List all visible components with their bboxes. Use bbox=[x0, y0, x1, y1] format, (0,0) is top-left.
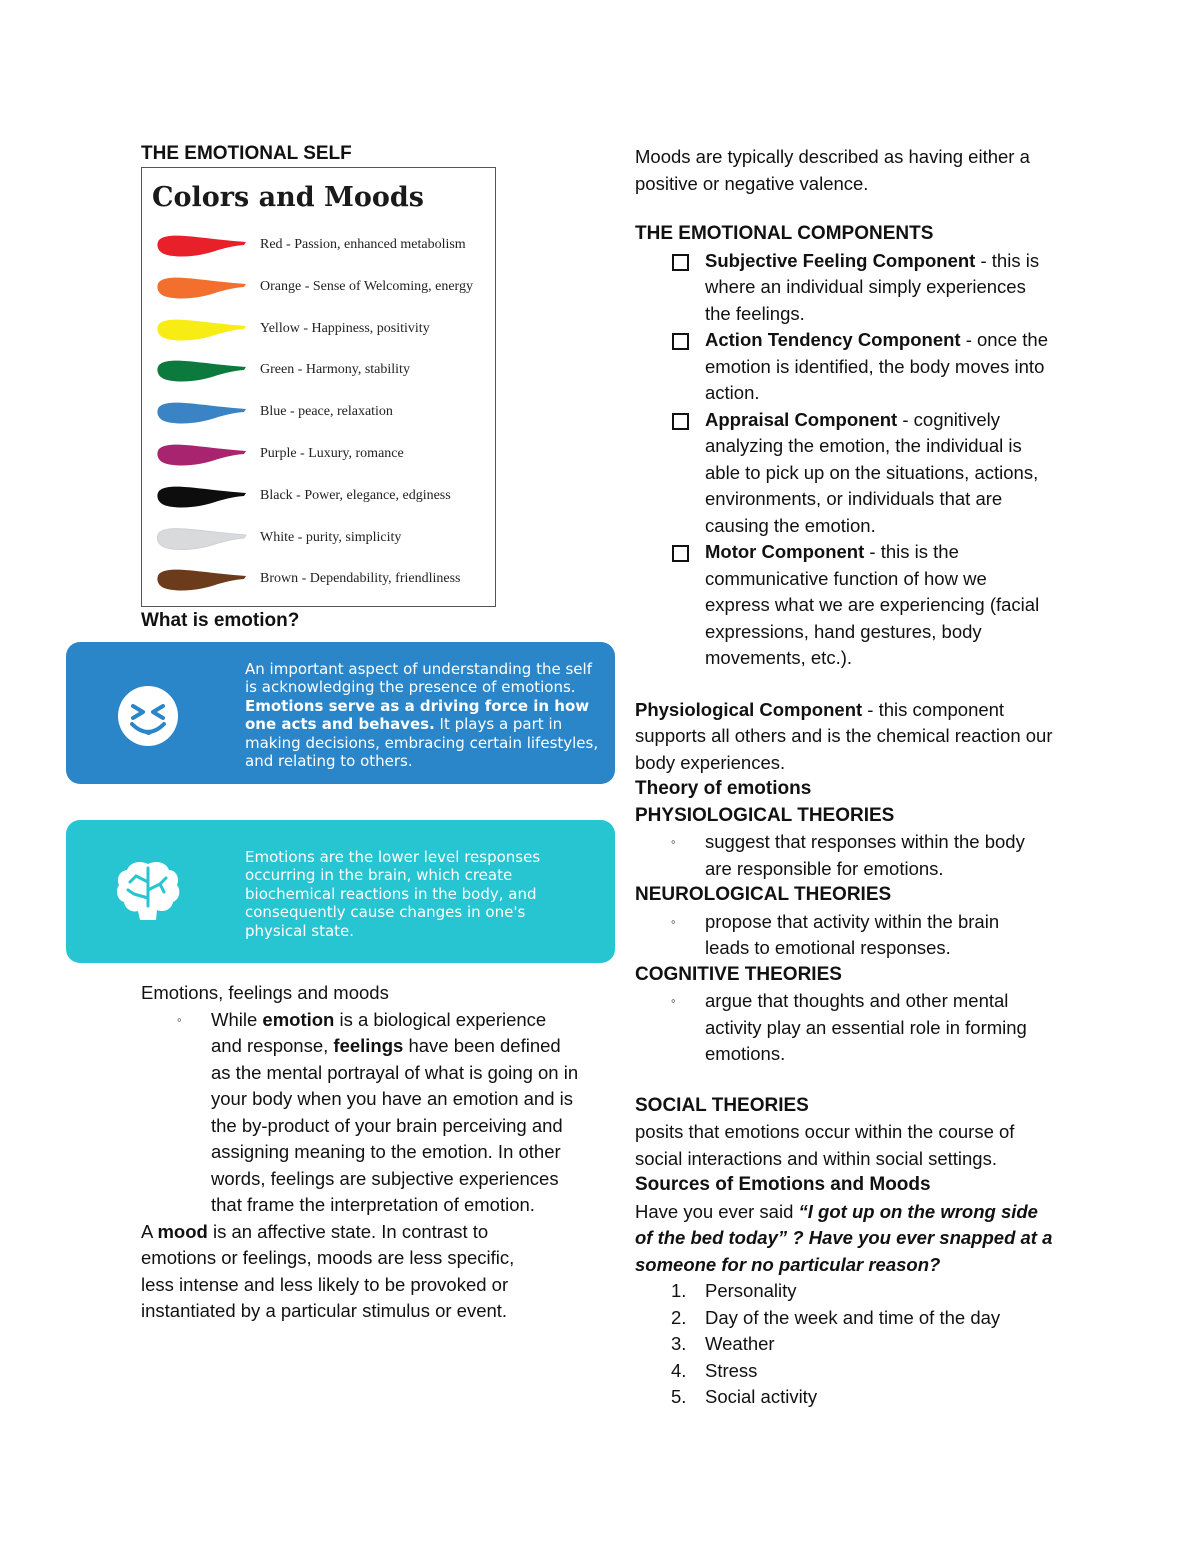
color-mood-row bbox=[156, 316, 491, 348]
mood-valence-paragraph: Moods are typically described as having either a positive or negative valence. bbox=[635, 146, 1030, 194]
checkbox-icon bbox=[672, 545, 689, 562]
components-heading: THE EMOTIONAL COMPONENTS bbox=[635, 223, 934, 244]
social-theories-text: posits that emotions occur within the course of social interactions and within social settings. bbox=[635, 1121, 1015, 1169]
sources-heading: Sources of Emotions and Moods bbox=[635, 1174, 931, 1195]
efm-heading: Emotions, feelings and moods bbox=[141, 982, 389, 1003]
physiological-component-paragraph: Physiological Component - this component supports all others and is the chemical reaction our body experiences. bbox=[635, 698, 1053, 773]
color-mood-row bbox=[156, 399, 491, 431]
brain-icon bbox=[114, 858, 182, 922]
banner-2-text: Emotions are the lower level responses occurring in the brain, which create biochemical reactions in the body, and consequently cause changes in one's physical state. bbox=[245, 848, 541, 940]
colors-and-moods-figure bbox=[141, 167, 496, 607]
color-mood-row bbox=[156, 274, 491, 306]
sources-list bbox=[635, 1278, 1075, 1411]
page-heading: THE EMOTIONAL SELF bbox=[141, 143, 352, 164]
emotion-banner-1 bbox=[66, 642, 615, 784]
theory-heading: Theory of emotions bbox=[635, 778, 812, 799]
list-item: 2. Day of the week and time of the day bbox=[671, 1306, 1001, 1328]
component-item: Action Tendency Component - once the emotion is identified, the body moves into action. bbox=[635, 327, 1065, 407]
checkbox-icon bbox=[672, 333, 689, 350]
color-mood-row bbox=[156, 483, 491, 515]
color-mood-label: Green - Harmony, stability bbox=[260, 362, 410, 378]
social-theories-heading: SOCIAL THEORIES bbox=[635, 1094, 809, 1116]
color-mood-row bbox=[156, 441, 491, 473]
list-item: 5. Social activity bbox=[671, 1386, 818, 1407]
component-item: Subjective Feeling Component - this is where an individual simply experiences the feelings. bbox=[635, 248, 1055, 328]
paint-stroke-swatch bbox=[156, 525, 248, 555]
bullet-icon: ◦ bbox=[671, 913, 676, 929]
emotion-banner-2 bbox=[66, 820, 615, 963]
color-mood-label: Brown - Dependability, friendliness bbox=[260, 571, 461, 587]
laughing-face-icon bbox=[116, 684, 180, 748]
paint-stroke-swatch bbox=[156, 441, 248, 471]
right-column bbox=[635, 144, 1075, 1411]
bullet-icon: ◦ bbox=[671, 834, 676, 849]
color-mood-label: White - purity, simplicity bbox=[260, 529, 402, 545]
list-item: ◦ argue that thoughts and other mental activity play an essential role in forming emotions. bbox=[671, 990, 1027, 1064]
color-mood-row bbox=[156, 232, 491, 264]
sources-question: Have you ever said “I got up on the wrong side of the bed today” ? Have you ever snapped at a someone for no particular reason? bbox=[635, 1200, 1053, 1275]
mood-paragraph: A mood is an affective state. In contrast to emotions or feelings, moods are less specific, less intense and less likely to be provoked or instantiated by a particular stimulus or event. bbox=[141, 1220, 515, 1321]
paint-stroke-swatch bbox=[156, 483, 248, 513]
color-mood-label: Red - Passion, enhanced metabolism bbox=[260, 237, 466, 252]
color-mood-label: Yellow - Happiness, positivity bbox=[260, 320, 430, 336]
color-mood-row bbox=[156, 525, 491, 557]
checkbox-icon bbox=[672, 254, 689, 271]
list-item: ◦ suggest that responses within the body are responsible for emotions. bbox=[671, 831, 1025, 879]
color-mood-label: Black - Power, elegance, edginess bbox=[260, 487, 451, 503]
paint-stroke-swatch bbox=[156, 232, 248, 262]
cognitive-theories-heading: COGNITIVE THEORIES bbox=[635, 963, 842, 985]
bullet-icon: ◦ bbox=[671, 993, 676, 1008]
list-item: ◦ propose that activity within the brain leads to emotional responses. bbox=[671, 910, 1000, 958]
components-list bbox=[635, 248, 1075, 672]
color-mood-label: Purple - Luxury, romance bbox=[260, 446, 404, 461]
list-item: 1. Personality bbox=[671, 1280, 797, 1301]
neurological-theories-heading: NEUROLOGICAL THEORIES bbox=[635, 884, 892, 905]
list-item: 3. Weather bbox=[671, 1333, 775, 1354]
paint-stroke-swatch bbox=[156, 566, 248, 596]
emotions-feelings-moods-section bbox=[141, 980, 581, 1325]
list-item: 4. Stress bbox=[671, 1359, 758, 1381]
paint-stroke-swatch bbox=[156, 316, 248, 346]
color-mood-row bbox=[156, 357, 491, 389]
component-item: Appraisal Component - cognitively analyzing the emotion, the individual is able to pick up on the situations, actions, environments, or individuals that are causing the emotion. bbox=[635, 407, 1055, 540]
banner-1-text: An important aspect of understanding the self is acknowledging the presence of emotions. Emotions serve as a driving force in how one acts and behaves. It plays a part in making decisions, embracing certain lifestyles, and relating to others. bbox=[245, 660, 599, 771]
bullet-icon: ◦ bbox=[177, 1011, 182, 1027]
what-is-emotion-heading: What is emotion? bbox=[141, 610, 300, 631]
figure-title: Colors and Moods bbox=[152, 182, 424, 213]
list-item: ◦ While emotion is a biological experience and response, feelings have been defined as the mental portrayal of what is going on in your body when you have an emotion and is the by-product of your brain perceiving and assigning meaning to the emotion. In other words, feelings are subjective experiences that frame the interpretation of emotion. bbox=[177, 1008, 579, 1215]
color-mood-label: Blue - peace, relaxation bbox=[260, 404, 393, 420]
paint-stroke-swatch bbox=[156, 274, 248, 304]
checkbox-icon bbox=[672, 413, 689, 430]
physiological-theories-heading: PHYSIOLOGICAL THEORIES bbox=[635, 804, 895, 826]
color-mood-label: Orange - Sense of Welcoming, energy bbox=[260, 278, 473, 294]
component-item: Motor Component - this is the communicative function of how we express what we are experiencing (facial expressions, hand gestures, body movements, etc.). bbox=[635, 539, 1055, 672]
color-mood-row bbox=[156, 566, 491, 598]
paint-stroke-swatch bbox=[156, 399, 248, 429]
paint-stroke-swatch bbox=[156, 357, 248, 387]
